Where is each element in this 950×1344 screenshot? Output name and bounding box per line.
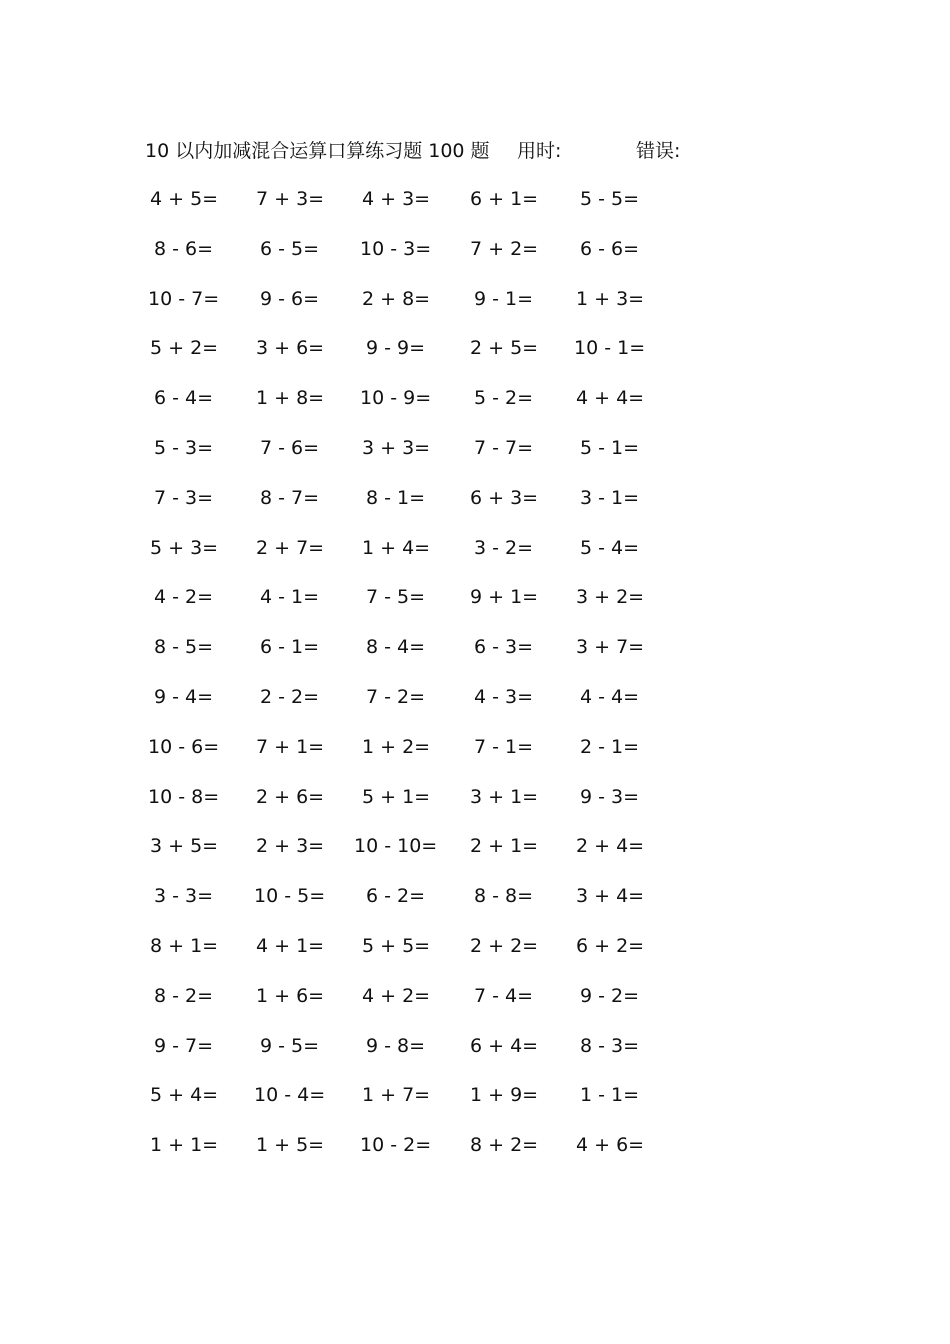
math-problem: 10 - 7= (148, 287, 220, 310)
math-problem: 10 - 8= (148, 785, 220, 808)
math-problem: 7 - 4= (474, 984, 534, 1007)
math-problem: 1 + 5= (256, 1134, 325, 1157)
math-problem: 9 - 4= (154, 685, 214, 708)
math-problem: 9 - 7= (154, 1034, 214, 1057)
problem-row (0, 933, 950, 983)
problem-row (0, 335, 950, 385)
math-problem: 4 - 3= (474, 685, 534, 708)
math-problem: 9 - 2= (580, 984, 640, 1007)
problem-row (0, 584, 950, 634)
math-problem: 8 - 3= (580, 1034, 640, 1057)
problem-row (0, 1033, 950, 1083)
math-problem: 4 + 2= (362, 984, 431, 1007)
math-problem: 8 + 1= (150, 934, 219, 957)
math-problem: 5 + 1= (362, 785, 431, 808)
math-problem: 2 + 6= (256, 785, 325, 808)
math-problem: 6 - 6= (580, 237, 640, 260)
math-problem: 10 - 9= (360, 387, 432, 410)
math-problem: 1 + 7= (362, 1084, 431, 1107)
problem-row (0, 236, 950, 286)
math-problem: 8 - 8= (474, 885, 534, 908)
math-problem: 4 + 3= (362, 188, 431, 210)
math-problem: 3 + 2= (576, 586, 645, 609)
problem-row (0, 734, 950, 784)
math-problem: 7 + 2= (470, 237, 539, 260)
math-problem: 6 - 3= (474, 636, 534, 659)
math-problem: 9 - 1= (474, 287, 534, 310)
math-problem: 1 + 8= (256, 387, 325, 410)
problem-row (0, 883, 950, 933)
math-problem: 7 - 6= (260, 436, 320, 459)
time-used-label: 用时: (517, 140, 562, 162)
problem-row (0, 286, 950, 336)
math-problem: 7 - 2= (366, 685, 426, 708)
math-problem: 5 - 3= (154, 436, 214, 459)
math-problem: 1 + 2= (362, 735, 431, 758)
math-problem: 5 + 3= (150, 536, 219, 559)
math-problem: 7 - 3= (154, 486, 214, 509)
math-problem: 1 + 6= (256, 984, 325, 1007)
math-problem: 8 - 7= (260, 486, 320, 509)
math-problem: 7 + 1= (256, 735, 325, 758)
problem-row (0, 634, 950, 684)
math-problem: 6 + 2= (576, 934, 645, 957)
math-problem: 10 - 6= (148, 735, 220, 758)
math-problem: 2 + 7= (256, 536, 325, 559)
math-problem: 4 - 2= (154, 586, 214, 609)
math-problem: 6 + 4= (470, 1034, 539, 1057)
math-problem: 7 - 1= (474, 735, 534, 758)
problem-row (0, 833, 950, 883)
math-problem: 8 - 4= (366, 636, 426, 659)
math-problem: 2 - 2= (260, 685, 320, 708)
math-problem: 1 + 3= (576, 287, 645, 310)
math-problem: 8 - 2= (154, 984, 214, 1007)
problem-row (0, 186, 950, 236)
math-problem: 6 + 3= (470, 486, 539, 509)
math-problem: 7 - 5= (366, 586, 426, 609)
math-problem: 5 - 4= (580, 536, 640, 559)
math-problem: 7 + 3= (256, 188, 325, 210)
math-problem: 10 - 1= (574, 337, 646, 360)
math-problem: 6 - 1= (260, 636, 320, 659)
math-problem: 9 - 5= (260, 1034, 320, 1057)
math-problem: 10 - 3= (360, 237, 432, 260)
math-problem: 4 + 6= (576, 1134, 645, 1157)
math-problem: 4 + 5= (150, 188, 219, 210)
problem-row (0, 983, 950, 1033)
math-problem: 6 - 4= (154, 387, 214, 410)
problem-row (0, 784, 950, 834)
math-problem: 5 - 1= (580, 436, 640, 459)
math-problem: 10 - 10= (354, 835, 438, 858)
math-problem: 10 - 4= (254, 1084, 326, 1107)
math-problem: 5 + 2= (150, 337, 219, 360)
math-problem: 6 + 1= (470, 188, 539, 210)
problem-row (0, 535, 950, 585)
math-problem: 2 + 1= (470, 835, 539, 858)
math-problem: 3 - 3= (154, 885, 214, 908)
math-problem: 1 + 1= (150, 1134, 219, 1157)
math-problem: 4 + 1= (256, 934, 325, 957)
math-problem: 7 - 7= (474, 436, 534, 459)
math-problem: 5 - 5= (580, 188, 640, 210)
math-problem: 10 - 5= (254, 885, 326, 908)
math-problem: 2 + 4= (576, 835, 645, 858)
problem-grid (0, 186, 950, 1182)
math-problem: 3 + 1= (470, 785, 539, 808)
math-problem: 1 + 9= (470, 1084, 539, 1107)
math-problem: 5 - 2= (474, 387, 534, 410)
math-problem: 5 + 4= (150, 1084, 219, 1107)
math-problem: 4 - 1= (260, 586, 320, 609)
problem-row (0, 435, 950, 485)
math-problem: 3 - 1= (580, 486, 640, 509)
math-problem: 1 + 4= (362, 536, 431, 559)
errors-label: 错误: (636, 140, 681, 162)
math-problem: 3 - 2= (474, 536, 534, 559)
math-problem: 9 + 1= (470, 586, 539, 609)
math-problem: 3 + 4= (576, 885, 645, 908)
math-problem: 8 - 5= (154, 636, 214, 659)
math-problem: 2 - 1= (580, 735, 640, 758)
math-problem: 8 - 1= (366, 486, 426, 509)
math-problem: 2 + 5= (470, 337, 539, 360)
math-problem: 4 + 4= (576, 387, 645, 410)
math-problem: 9 - 8= (366, 1034, 426, 1057)
math-problem: 2 + 8= (362, 287, 431, 310)
math-problem: 8 - 6= (154, 237, 214, 260)
math-problem: 9 - 6= (260, 287, 320, 310)
math-problem: 1 - 1= (580, 1084, 640, 1107)
math-problem: 5 + 5= (362, 934, 431, 957)
problem-row (0, 385, 950, 435)
problem-row (0, 1082, 950, 1132)
math-problem: 4 - 4= (580, 685, 640, 708)
problem-row (0, 485, 950, 535)
math-problem: 3 + 5= (150, 835, 219, 858)
math-problem: 3 + 7= (576, 636, 645, 659)
math-problem: 9 - 9= (366, 337, 426, 360)
math-problem: 9 - 3= (580, 785, 640, 808)
math-problem: 2 + 2= (470, 934, 539, 957)
math-problem: 6 - 2= (366, 885, 426, 908)
math-problem: 3 + 3= (362, 436, 431, 459)
math-problem: 6 - 5= (260, 237, 320, 260)
math-problem: 3 + 6= (256, 337, 325, 360)
math-problem: 2 + 3= (256, 835, 325, 858)
math-problem: 8 + 2= (470, 1134, 539, 1157)
problem-row (0, 684, 950, 734)
problem-row (0, 1132, 950, 1182)
worksheet-title: 10 以内加减混合运算口算练习题 100 题 (145, 140, 490, 162)
math-problem: 10 - 2= (360, 1134, 432, 1157)
